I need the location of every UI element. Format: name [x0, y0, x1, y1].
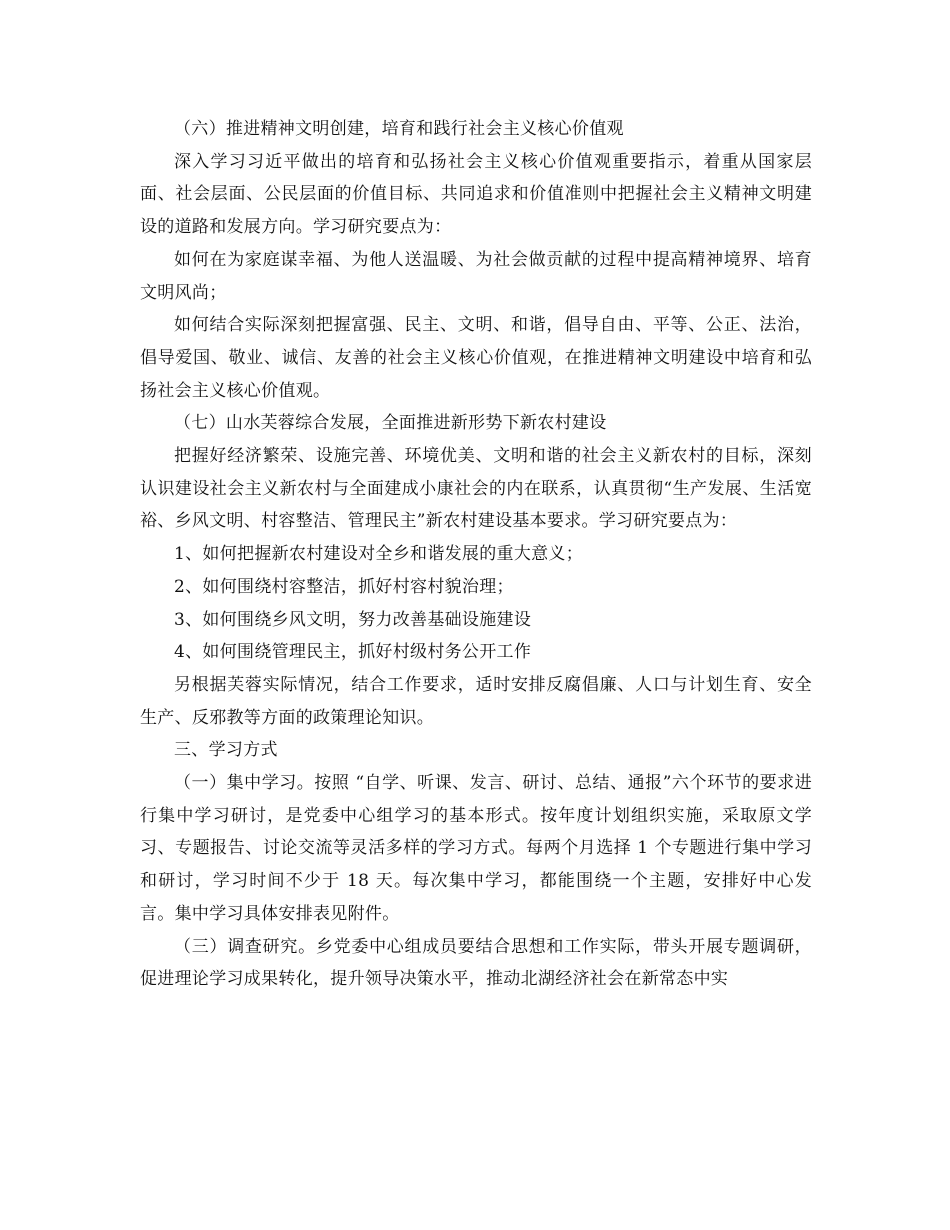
- body-paragraph: 深入学习习近平做出的培育和弘扬社会主义核心价值观重要指示，着重从国家层面、社会层面、公民层面的价值目标、共同追求和价值准则中把握社会主义精神文明建设的道路和发展方向。学习研究要点为：: [140, 151, 812, 238]
- section-heading-3: 三、学习方式: [174, 740, 278, 761]
- list-item-3: 3、如何围绕乡风文明，努力改善基础设施建设: [174, 609, 532, 630]
- study-point: 如何在为家庭谋幸福、为他人送温暖、为社会做贡献的过程中提高精神境界、培育文明风尚；: [140, 249, 812, 303]
- list-item-4: 4、如何围绕管理民主，抓好村级村务公开工作: [174, 642, 532, 663]
- section-heading-7: （七）山水芙蓉综合发展，全面推进新形势下新农村建设: [174, 413, 607, 434]
- study-point: 如何结合实际深刻把握富强、民主、文明、和谐，倡导自由、平等、公正、法治，倡导爱国、敬业、诚信、友善的社会主义核心价值观，在推进精神文明建设中培育和弘扬社会主义核心价值观。: [140, 315, 812, 401]
- list-item-1: 1、如何把握新农村建设对全乡和谐发展的重大意义；: [174, 544, 584, 565]
- body-paragraph: （三）调查研究。乡党委中心组成员要结合思想和工作实际，带头开展专题调研，促进理论学习成果转化，提升领导决策水平，推动北湖经济社会在新常态中实: [140, 936, 812, 990]
- body-paragraph: 把握好经济繁荣、设施完善、环境优美、文明和谐的社会主义新农村的目标，深刻认识建设社会主义新农村与全面建成小康社会的内在联系，认真贯彻“生产发展、生活宽裕、乡风文明、村容整洁、管理民主”新农村建设基本要求。学习研究要点为：: [140, 446, 812, 532]
- document-body: [140, 113, 812, 996]
- section-heading-6: （六）推进精神文明创建，培育和践行社会主义核心价值观: [174, 119, 624, 139]
- body-paragraph: 另根据芙蓉实际情况，结合工作要求，适时安排反腐倡廉、人口与计划生育、安全生产、反邪教等方面的政策理论知识。: [140, 674, 812, 728]
- list-item-2: 2、如何围绕村容整洁，抓好村容村貌治理；: [174, 576, 514, 597]
- body-paragraph: （一）集中学习。按照 “自学、听课、发言、研讨、总结、通报”六个环节的要求进行集中学习研讨，是党委中心组学习的基本形式。按年度计划组织实施，采取原文学习、专题报告、讨论交流等灵活多样的学习方式。每两个月选择 1 个专题进行集中学习和研讨，学习时间不少于 18 天。每次集中学习，都能围绕一个主题，安排好中心发言。集中学习具体安排表见附件。: [140, 773, 812, 924]
